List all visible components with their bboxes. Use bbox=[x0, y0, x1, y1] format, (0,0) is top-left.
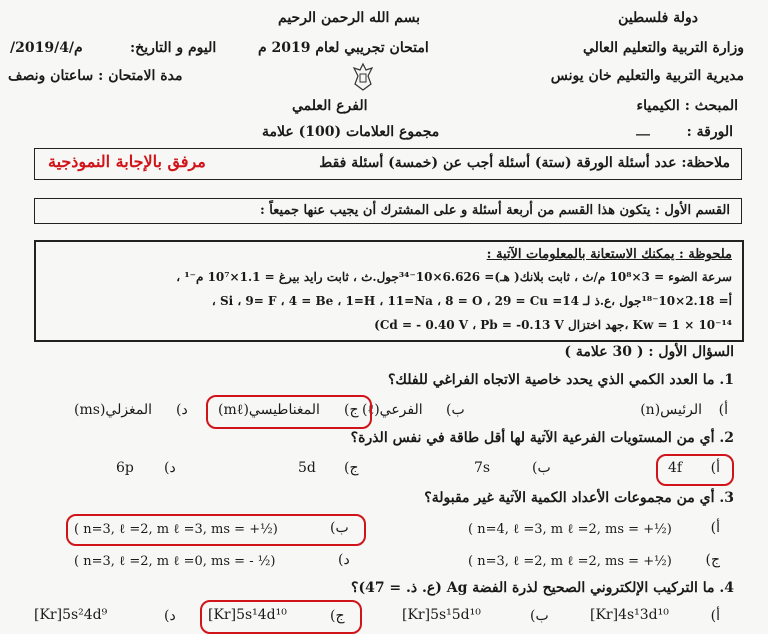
header-subject: المبحث : الكيمياء bbox=[636, 98, 738, 114]
exam-duration: مدة الامتحان : ساعتان ونصف bbox=[8, 68, 183, 84]
exam-title: امتحان تجريبي لعام 2019 م bbox=[258, 40, 429, 56]
q1-3-c: ( n=3, ℓ =2, m ℓ =2, ms = +½) bbox=[468, 554, 672, 569]
q1-3-a-label: أ) bbox=[710, 520, 720, 536]
q1-4-a: [Kr]4s¹3d¹⁰ bbox=[590, 607, 669, 623]
total-marks: مجموع العلامات (100) علامة bbox=[262, 124, 440, 140]
question1-title: السؤال الأول : ( 30 علامة ) bbox=[564, 344, 734, 360]
q1-4-num: 4. bbox=[719, 580, 734, 596]
header-branch: الفرع العلمي bbox=[292, 98, 368, 114]
q1-1-d-label: د) bbox=[176, 402, 188, 418]
q1-1-a-label: أ) bbox=[718, 402, 728, 418]
q1-3-d-label: د) bbox=[338, 552, 350, 568]
q1-2-a: 4f bbox=[668, 460, 683, 476]
q1-2-a-label: أ) bbox=[710, 460, 720, 476]
q1-4-a-label: أ) bbox=[710, 608, 720, 624]
basmala: بسم الله الرحمن الرحيم bbox=[278, 10, 420, 26]
q1-3-d: ( n=3, ℓ =2, m ℓ =0, ms = - ½) bbox=[74, 554, 276, 569]
constants-line-1: سرعة الضوء = 3×10⁸ م/ث ، ثابت بلانك( هـ)= 6.626×10⁻³⁴جول.ث ، ثابت رايد بيرغ = 1.1×10⁷ م⁻¹ ، bbox=[176, 270, 732, 284]
q1-4-text bbox=[351, 580, 734, 596]
paper-value: __ bbox=[636, 120, 650, 136]
paper-label: الورقة : bbox=[686, 124, 733, 140]
q1-4-stem: ما التركيب الإلكتروني الصحيح لذرة الفضة Ag (ع. ذ. = 47)؟ bbox=[351, 580, 715, 596]
q1-4-d: [Kr]5s²4d⁹ bbox=[34, 607, 108, 623]
q1-1-num: 1. bbox=[719, 372, 734, 388]
q1-4-b-label: ب) bbox=[530, 608, 549, 624]
q1-2-c: 5d bbox=[298, 460, 316, 476]
header-ministry: وزارة التربية والتعليم العالي bbox=[582, 40, 744, 56]
q1-2-d: 6p bbox=[116, 460, 134, 476]
constants-line-3: Kw = 1 × 10⁻¹⁴ ،جهد اختزال Cd = - 0.40 V ، Pb = -0.13 V) bbox=[374, 318, 732, 332]
q1-2-c-label: ج) bbox=[344, 460, 359, 476]
q1-1-c: المغناطيسي(mℓ) bbox=[218, 402, 320, 418]
q1-2-stem: أي من المستويات الفرعية الآتية لها أقل طاقة في نفس الذرة؟ bbox=[350, 430, 715, 446]
answer-key-stamp: مرفق بالإجابة النموذجية bbox=[48, 152, 206, 171]
note-text: ملاحظة: عدد أسئلة الورقة (ستة) أسئلة أجب عن (خمسة) أسئلة فقط bbox=[319, 155, 730, 171]
q1-4-c-label: ج) bbox=[330, 608, 345, 624]
q1-2-b: 7s bbox=[474, 460, 491, 476]
q1-2-num: 2. bbox=[719, 430, 734, 446]
q1-3-b: ( n=3, ℓ =2, m ℓ =3, ms = +½) bbox=[74, 522, 278, 537]
q1-4-d-label: د) bbox=[164, 608, 176, 624]
q1-1-a: الرئيس(n) bbox=[640, 402, 702, 418]
eagle-emblem-icon bbox=[352, 62, 374, 92]
header-directorate: مديرية التربية والتعليم خان يونس bbox=[550, 68, 744, 84]
constants-line-2: أ= 2.18×10⁻¹⁸جول ،ع.ذ لـ 14= Si ، 9= F ، 4 = Be ، 1=H ، 11=Na ، 8 = O ، 29 = Cu ، bbox=[211, 294, 732, 308]
q1-4-b: [Kr]5s¹5d¹⁰ bbox=[402, 607, 481, 623]
section1-text: القسم الأول : يتكون هذا القسم من أربعة أسئلة و على المشترك أن يجيب عنها جميعاً : bbox=[259, 203, 730, 218]
q1-1-d: المغزلي(ms) bbox=[74, 402, 153, 418]
header-state: دولة فلسطين bbox=[618, 10, 698, 26]
q1-1-b: الفرعي(ℓ) bbox=[362, 402, 423, 418]
q1-2-b-label: ب) bbox=[532, 460, 551, 476]
q1-1-stem: ما العدد الكمي الذي يحدد خاصية الاتجاه الفراغي للفلك؟ bbox=[387, 372, 715, 388]
constants-title: ملحوظة : يمكنك الاستعانة بالمعلومات الآتية : bbox=[486, 247, 732, 262]
q1-3-c-label: ج) bbox=[705, 552, 720, 568]
q1-1-text bbox=[388, 372, 734, 388]
q1-2-d-label: د) bbox=[164, 460, 176, 476]
q1-1-c-label: ج) bbox=[344, 402, 359, 418]
q1-4-c: [Kr]5s¹4d¹⁰ bbox=[208, 607, 287, 623]
q1-1-answer-circle bbox=[206, 395, 372, 429]
date-label: اليوم و التاريخ: bbox=[130, 40, 217, 56]
q1-3-a: ( n=4, ℓ =3, m ℓ =2, ms = +½) bbox=[468, 522, 672, 537]
q1-2-text bbox=[351, 430, 734, 446]
q1-3-b-label: ب) bbox=[330, 520, 349, 536]
q1-3-text bbox=[424, 490, 734, 506]
q1-1-b-label: ب) bbox=[446, 402, 465, 418]
q1-3-stem: أي من مجموعات الأعداد الكمية الآتية غير مقبولة؟ bbox=[424, 490, 715, 506]
q1-3-num: 3. bbox=[719, 490, 734, 506]
date-value: /2019/4/م bbox=[10, 40, 83, 56]
